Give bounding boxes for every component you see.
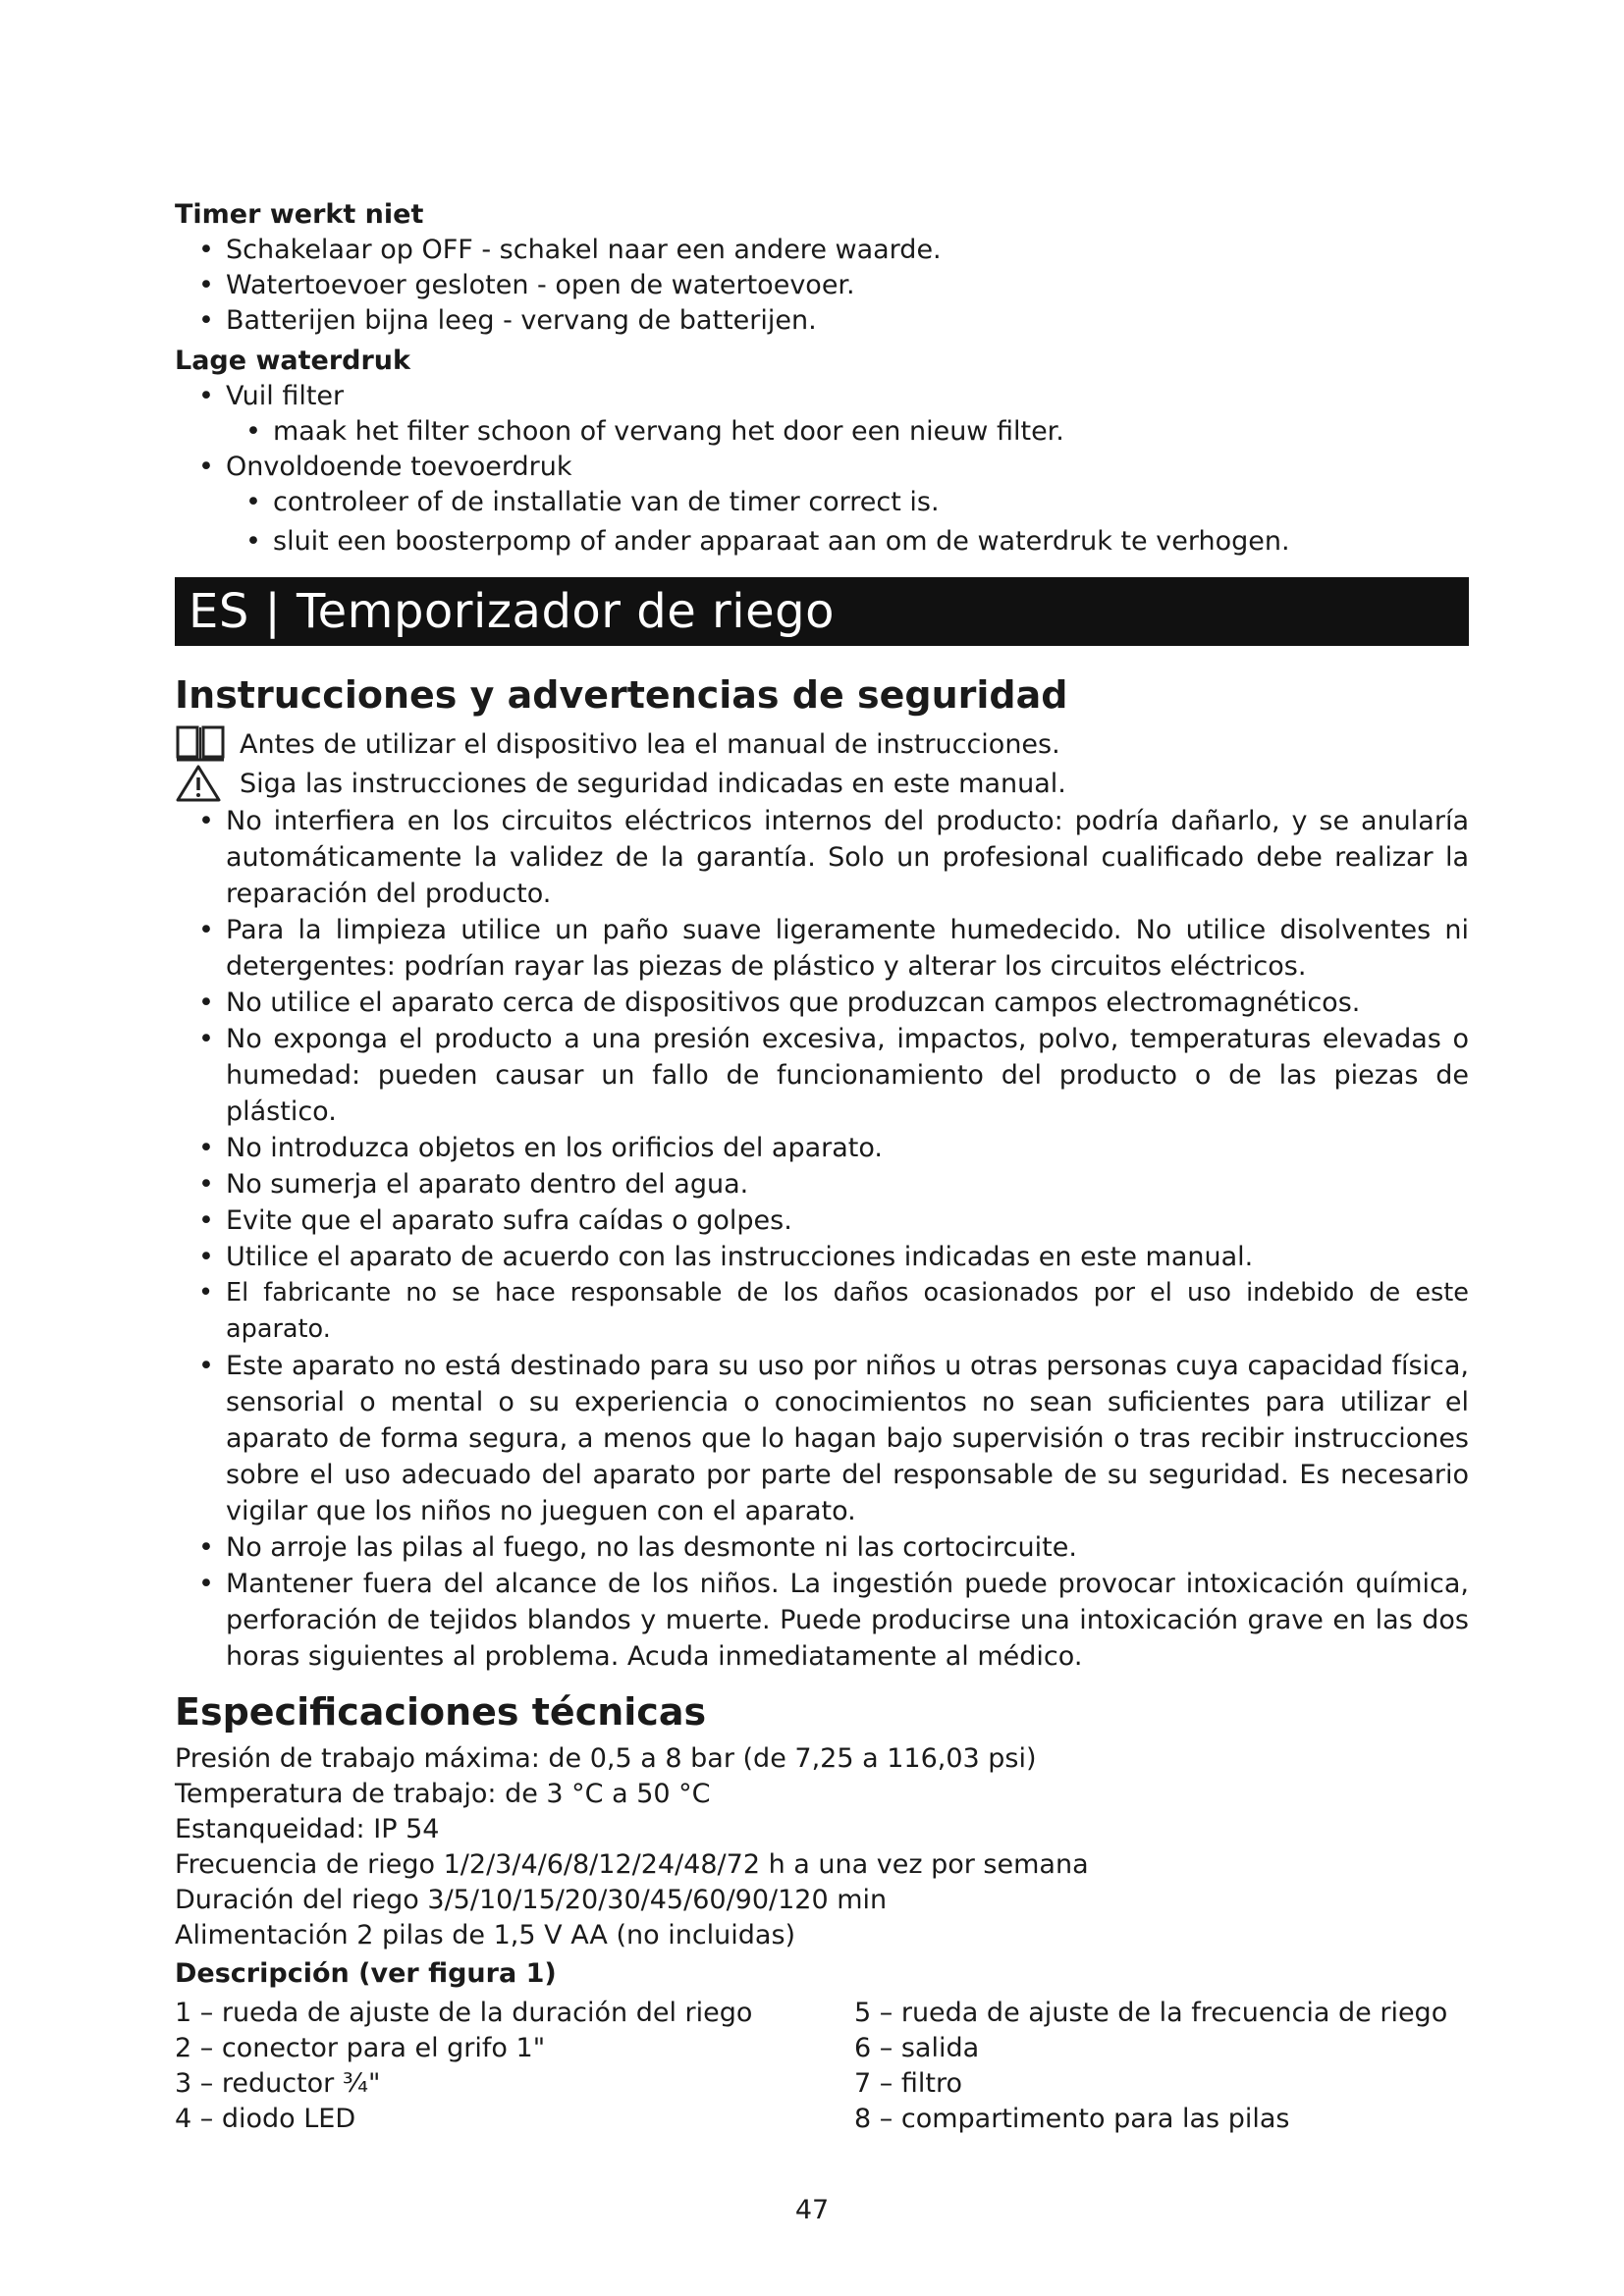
- list-item: • Watertoevoer gesloten - open de watertoevoer.: [175, 268, 1469, 303]
- safety-section: [175, 669, 1469, 1675]
- spec-line: Frecuencia de riego 1/2/3/4/6/8/12/24/48/72 h a una vez por semana: [175, 1849, 1089, 1880]
- list-item: • Vuil filter: [175, 379, 1469, 414]
- spec-line: Estanqueidad: IP 54: [175, 1814, 440, 1844]
- spec-line: Temperatura de trabajo: de 3 °C a 50 °C: [175, 1779, 711, 1809]
- list-item: • Mantener fuera del alcance de los niños. La ingestión puede provocar intoxicación química, perforación de tejidos blandos y muerte. Puede producirse una intoxicación grave en las dos horas siguientes al problema. Acuda inmediatamente al médico.: [175, 1566, 1469, 1675]
- parts-list: [175, 1996, 1469, 2137]
- list-item: • sluit een boosterpomp of ander apparaat aan om de waterdruk te verhogen.: [175, 524, 1469, 560]
- banner-title: ES | Temporizador de riego: [189, 584, 835, 639]
- list-item: • No arroje las pilas al fuego, no las desmonte ni las cortocircuite.: [175, 1529, 1469, 1566]
- list-item: • No sumerja el aparato dentro del agua.: [175, 1166, 1469, 1202]
- part-item: 6 – salida: [854, 2033, 980, 2063]
- list-item: • No utilice el aparato cerca de dispositivos que produzcan campos electromagnéticos.: [175, 985, 1469, 1021]
- part-item: 3 – reductor ¾": [175, 2068, 381, 2099]
- safety-list: [175, 803, 1469, 1675]
- spec-line: Alimentación 2 pilas de 1,5 V AA (no incluidas): [175, 1920, 796, 1950]
- section-banner: [175, 577, 1469, 646]
- page-number: 47: [794, 2195, 830, 2225]
- warning-note: Siga las instrucciones de seguridad indicadas en este manual.: [240, 768, 1066, 799]
- timer-list: [175, 233, 1469, 339]
- spec-line: Duración del riego 3/5/10/15/20/30/45/60/90/120 min: [175, 1885, 888, 1915]
- list-item: • No exponga el producto a una presión excesiva, impactos, polvo, temperaturas elevadas o humedad: pueden causar un fallo de funcionamiento del producto o de las piezas de plástico.: [175, 1021, 1469, 1130]
- pressure-heading: Lage waterdruk: [175, 346, 410, 376]
- pressure-troubleshooting: [175, 343, 1469, 560]
- part-item: 8 – compartimento para las pilas: [854, 2104, 1290, 2134]
- safety-title: Instrucciones y advertencias de seguridad: [175, 673, 1068, 717]
- timer-troubleshooting: [175, 196, 1469, 339]
- list-item: • No interfiera en los circuitos eléctricos internos del producto: podría dañarlo, y se anularía automáticamente la validez de la garantía. Solo un profesional cualificado debe realizar la reparación del producto.: [175, 803, 1469, 912]
- warning-icon: [175, 764, 240, 803]
- part-item: 7 – filtro: [854, 2068, 962, 2099]
- pressure-list: [175, 450, 1469, 485]
- list-item: • Onvoldoende toevoerdruk: [175, 450, 1469, 485]
- list-item: • El fabricante no se hace responsable de los daños ocasionados por el uso indebido de este aparato.: [175, 1275, 1469, 1348]
- list-item: • Schakelaar op OFF - schakel naar een andere waarde.: [175, 233, 1469, 268]
- part-item: 4 – diodo LED: [175, 2104, 356, 2134]
- pressure-sublist: [175, 414, 1469, 450]
- manual-page: [175, 196, 1469, 2137]
- list-item: • Este aparato no está destinado para su uso por niños u otras personas cuya capacidad física, sensorial o mental o su experiencia o conocimientos no sean suficientes para utilizar el aparato de forma segura, a menos que lo hagan bajo supervisión o tras recibir instrucciones sobre el uso adecuado del aparato por parte del responsable de su seguridad. Es necesario vigilar que los niños no jueguen con el aparato.: [175, 1348, 1469, 1529]
- list-item: • Batterijen bijna leeg - vervang de batterijen.: [175, 303, 1469, 339]
- manual-note: Antes de utilizar el dispositivo lea el manual de instrucciones.: [240, 728, 1060, 760]
- part-item: 2 – conector para el grifo 1": [175, 2033, 546, 2063]
- manual-note-row: [175, 724, 1469, 764]
- pressure-list: [175, 379, 1469, 414]
- description-section: [175, 1955, 1469, 2137]
- list-item: • No introduzca objetos en los orificios del aparato.: [175, 1130, 1469, 1166]
- part-item: 5 – rueda de ajuste de la frecuencia de riego: [854, 1998, 1448, 2028]
- specs-title: Especificaciones técnicas: [175, 1690, 707, 1734]
- part-item: 1 – rueda de ajuste de la duración del riego: [175, 1998, 753, 2028]
- timer-heading: Timer werkt niet: [175, 199, 424, 230]
- spec-line: Presión de trabajo máxima: de 0,5 a 8 bar (de 7,25 a 116,03 psi): [175, 1743, 1037, 1774]
- book-icon: [175, 724, 240, 764]
- warning-note-row: [175, 764, 1469, 803]
- specs-section: [175, 1686, 1469, 1953]
- list-item: • Para la limpieza utilice un paño suave ligeramente humedecido. No utilice disolventes ni detergentes: podrían rayar las piezas de plástico y alterar los circuitos eléctricos.: [175, 912, 1469, 985]
- description-heading: Descripción (ver figura 1): [175, 1958, 557, 1989]
- list-item: • Evite que el aparato sufra caídas o golpes.: [175, 1202, 1469, 1239]
- list-item: • maak het filter schoon of vervang het door een nieuw filter.: [175, 414, 1469, 450]
- list-item: • Utilice el aparato de acuerdo con las instrucciones indicadas en este manual.: [175, 1239, 1469, 1275]
- pressure-sublist: [175, 485, 1469, 560]
- list-item: • controleer of de installatie van de timer correct is.: [175, 485, 1469, 520]
